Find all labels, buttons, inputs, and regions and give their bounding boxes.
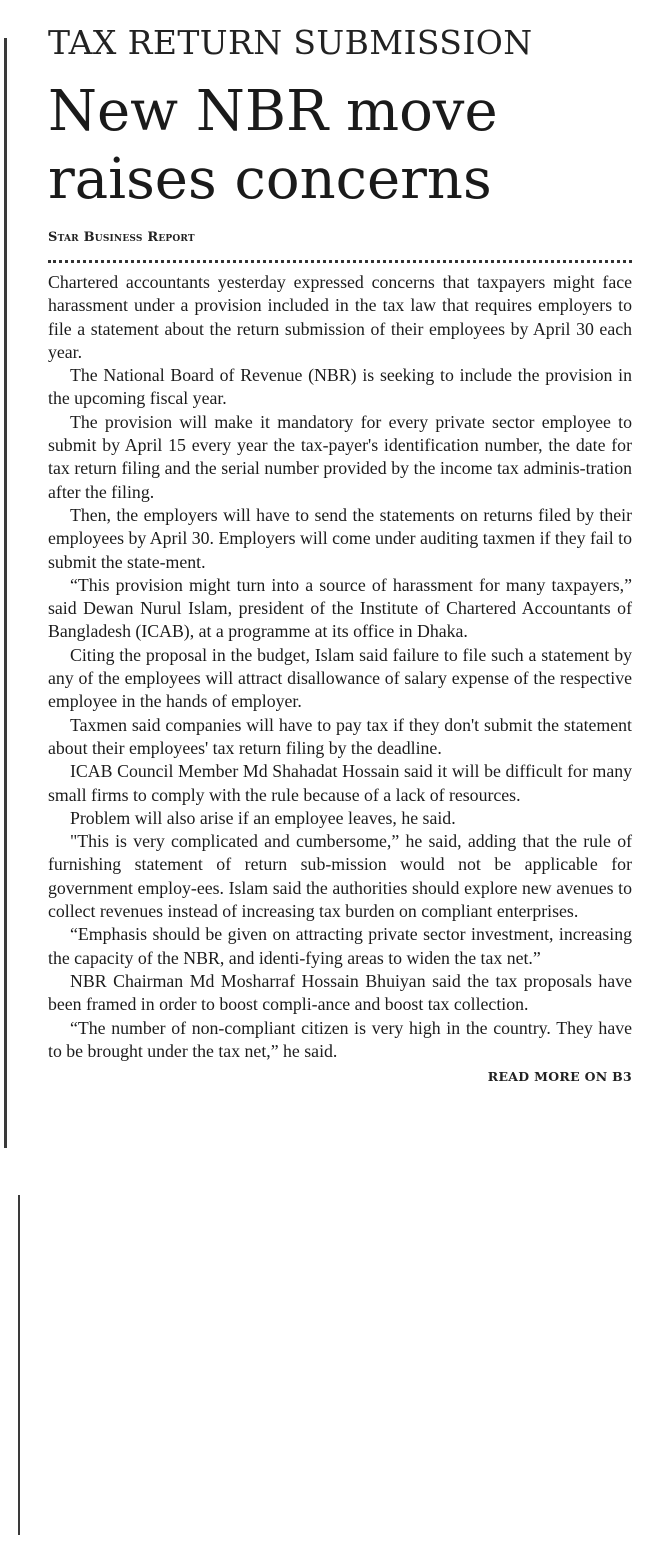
body-paragraph: Chartered accountants yesterday expressed concerns that taxpayers might face harassment under a provision included in the tax law that requires employers to file a statement about the return submission of their employees by April 30 each year.: [48, 272, 632, 362]
column-rule-left-lower: [18, 1195, 20, 1535]
article-headline: New NBR move raises concerns: [48, 79, 498, 212]
news-article: [48, 18, 632, 1087]
dotted-divider: [48, 260, 632, 263]
body-paragraph: The National Board of Revenue (NBR) is seeking to include the provision in the upcoming fiscal year.: [48, 365, 632, 409]
body-paragraph: Citing the proposal in the budget, Islam said failure to file such a statement by any of the employees will attract disallowance of salary expense of the respective employee in the hands of employer.: [48, 644, 632, 712]
article-kicker: TAX RETURN SUBMISSION: [48, 23, 533, 62]
read-more-link[interactable]: READ MORE ON B3: [487, 1069, 632, 1085]
body-paragraph: Problem will also arise if an employee leaves, he said.: [70, 807, 456, 828]
body-paragraph: The provision will make it mandatory for every private sector employee to submit by April 15 every year the tax-payer's identification number, the date for tax return filing and the serial number provided by the income tax adminis-tration after the filing.: [48, 411, 632, 502]
column-rule-left: [4, 38, 7, 1148]
body-paragraph: Then, the employers will have to send the statements on returns filed by their employees by April 30. Employers will come under auditing taxmen if they fail to submit the state-ment.: [48, 504, 632, 572]
body-paragraph: “The number of non-compliant citizen is very high in the country. They have to be brought under the tax net,” he said.: [48, 1017, 632, 1061]
body-paragraph: "This is very complicated and cumbersome,” he said, adding that the rule of furnishing statement of return sub-mission would not be applicable for government employ-ees. Islam said the authorities should explore new avenues to collect revenues instead of increasing tax burden on compliant enterprises.: [48, 831, 632, 922]
body-paragraph: Taxmen said companies will have to pay tax if they don't submit the statement about their employees' tax return filing by the deadline.: [48, 714, 632, 758]
body-paragraph: “This provision might turn into a source of harassment for many taxpayers,” said Dewan Nurul Islam, president of the Institute of Chartered Accountants of Bangladesh (ICAB), at a programme at its office in Dhaka.: [48, 574, 632, 642]
body-paragraph: “Emphasis should be given on attracting private sector investment, increasing the capacity of the NBR, and identi-fying areas to widen the tax net.”: [48, 924, 632, 968]
article-byline: Star Business Report: [48, 230, 195, 245]
body-paragraph: NBR Chairman Md Mosharraf Hossain Bhuiyan said the tax proposals have been framed in order to boost compli-ance and boost tax collection.: [48, 970, 632, 1015]
body-paragraph: ICAB Council Member Md Shahadat Hossain said it will be difficult for many small firms to comply with the rule because of a lack of resources.: [48, 761, 632, 805]
article-body: [48, 271, 632, 1063]
